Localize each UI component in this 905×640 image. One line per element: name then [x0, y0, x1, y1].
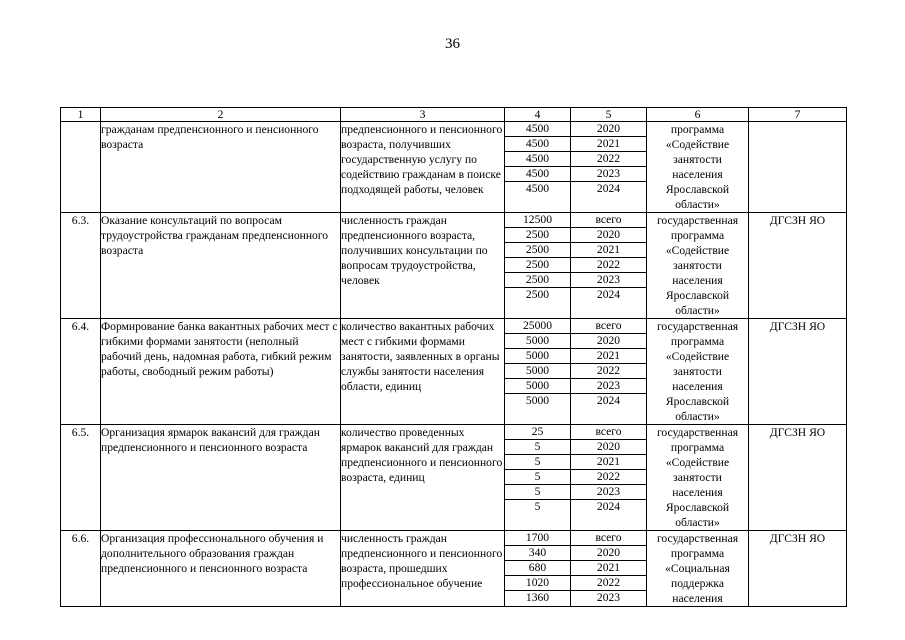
- year-cell: [571, 531, 647, 607]
- year-cell: [571, 425, 647, 531]
- measures-table: [60, 107, 847, 607]
- target-value: 1020: [505, 576, 570, 591]
- measure-text: Оказание консультаций по вопросам трудоустройства гражданам предпенсионного возраста: [101, 213, 341, 319]
- target-year: 2020: [571, 334, 646, 349]
- header-cell: 7: [749, 108, 847, 122]
- header-cell: 2: [101, 108, 341, 122]
- table-row: [61, 425, 847, 531]
- target-year: 2022: [571, 470, 646, 485]
- table-row: [61, 213, 847, 319]
- target-year: 2021: [571, 349, 646, 364]
- target-year: 2023: [571, 167, 646, 182]
- row-number: 6.3.: [61, 213, 101, 319]
- target-value: 680: [505, 561, 570, 576]
- funding-source: государственная программа «Социальная поддержка населения: [647, 531, 749, 607]
- value-cell: [505, 425, 571, 531]
- page-number: 36: [445, 36, 460, 52]
- target-value: 5000: [505, 349, 570, 364]
- target-year: 2022: [571, 258, 646, 273]
- target-value: 12500: [505, 213, 570, 228]
- target-value: 4500: [505, 152, 570, 167]
- measure-text: Организация профессионального обучения и дополнительного образования граждан предпенсионного и пенсионного возраста: [101, 531, 341, 607]
- measure-text: Организация ярмарок вакансий для граждан предпенсионного и пенсионного возраста: [101, 425, 341, 531]
- table-row: [61, 319, 847, 425]
- target-year: 2023: [571, 273, 646, 288]
- indicator-text: численность граждан предпенсионного возраста, получивших консультации по вопросам трудоустройства, человек: [341, 213, 505, 319]
- header-cell: 3: [341, 108, 505, 122]
- executor: ДГСЗН ЯО: [749, 425, 847, 531]
- year-cell: [571, 213, 647, 319]
- target-value: 2500: [505, 273, 570, 288]
- target-value: 5: [505, 440, 570, 455]
- header-cell: 4: [505, 108, 571, 122]
- indicator-text: количество вакантных рабочих мест с гибкими формами занятости, заявленных в органы службы занятости населения области, единиц: [341, 319, 505, 425]
- target-value: 5: [534, 500, 541, 513]
- indicator-text: предпенсионного и пенсионного возраста, получивших государственную услугу по содействию гражданам в поиске подходящей работы, человек: [341, 122, 505, 213]
- indicator-text: количество проведенных ярмарок вакансий для граждан предпенсионного и пенсионного возраста, единиц: [341, 425, 505, 531]
- target-year: 2021: [571, 455, 646, 470]
- measure-text: Формирование банка вакантных рабочих мест с гибкими формами занятости (неполный рабочий день, надомная работа, гибкий режим работы, свободный режим работы): [101, 319, 341, 425]
- target-value: 2500: [525, 288, 550, 301]
- target-value: 2500: [505, 258, 570, 273]
- target-year: 2023: [571, 379, 646, 394]
- target-value: 5000: [505, 334, 570, 349]
- header-cell: 1: [61, 108, 101, 122]
- target-value: 340: [505, 546, 570, 561]
- target-year: 2024: [596, 288, 621, 301]
- table-row: [61, 531, 847, 607]
- header-cell: 5: [571, 108, 647, 122]
- target-value: 5: [505, 485, 570, 500]
- target-year: 2020: [571, 228, 646, 243]
- target-year: всего: [571, 531, 646, 546]
- value-cell: [505, 122, 571, 213]
- target-value: 4500: [505, 167, 570, 182]
- header-cell: 6: [647, 108, 749, 122]
- value-cell: [505, 531, 571, 607]
- target-year: всего: [571, 213, 646, 228]
- target-year: 2020: [571, 546, 646, 561]
- target-value: 5000: [505, 379, 570, 394]
- row-number: 6.4.: [61, 319, 101, 425]
- row-number: 6.5.: [61, 425, 101, 531]
- value-cell: [505, 213, 571, 319]
- target-year: 2020: [571, 122, 646, 137]
- target-value: 2500: [505, 243, 570, 258]
- header-row: [61, 108, 847, 122]
- target-value: 2500: [505, 228, 570, 243]
- value-cell: [505, 319, 571, 425]
- target-value: 5000: [505, 364, 570, 379]
- funding-source: государственная программа «Содействие занятости населения Ярославской области»: [647, 319, 749, 425]
- row-number: [61, 122, 101, 213]
- measure-text: гражданам предпенсионного и пенсионного возраста: [101, 122, 341, 213]
- executor: [749, 122, 847, 213]
- target-year: 2023: [571, 485, 646, 500]
- target-year: 2020: [571, 440, 646, 455]
- executor: ДГСЗН ЯО: [749, 531, 847, 607]
- target-value: 5: [505, 455, 570, 470]
- target-year: 2022: [571, 152, 646, 167]
- year-cell: [571, 319, 647, 425]
- target-year: 2024: [596, 394, 621, 407]
- target-value: 25: [505, 425, 570, 440]
- funding-source: государственная программа «Содействие занятости населения Ярославской области»: [647, 425, 749, 531]
- indicator-text: численность граждан предпенсионного и пенсионного возраста, прошедших профессиональное обучение: [341, 531, 505, 607]
- target-value: 4500: [505, 122, 570, 137]
- target-year: 2024: [596, 500, 621, 513]
- target-year: 2024: [596, 182, 621, 195]
- target-year: всего: [571, 319, 646, 334]
- funding-source: государственная программа «Содействие занятости населения Ярославской области»: [647, 213, 749, 319]
- table-row: [61, 122, 847, 213]
- target-year: 2023: [596, 591, 621, 604]
- row-number: 6.6.: [61, 531, 101, 607]
- target-year: 2022: [571, 576, 646, 591]
- funding-source: программа «Содействие занятости населения Ярославской области»: [647, 122, 749, 213]
- target-year: 2021: [571, 243, 646, 258]
- target-value: 4500: [525, 182, 550, 195]
- target-year: всего: [571, 425, 646, 440]
- target-value: 5: [505, 470, 570, 485]
- target-value: 5000: [525, 394, 550, 407]
- target-value: 25000: [505, 319, 570, 334]
- target-value: 1360: [525, 591, 550, 604]
- target-year: 2022: [571, 364, 646, 379]
- target-value: 4500: [505, 137, 570, 152]
- executor: ДГСЗН ЯО: [749, 319, 847, 425]
- target-year: 2021: [571, 137, 646, 152]
- target-year: 2021: [571, 561, 646, 576]
- executor: ДГСЗН ЯО: [749, 213, 847, 319]
- target-value: 1700: [505, 531, 570, 546]
- year-cell: [571, 122, 647, 213]
